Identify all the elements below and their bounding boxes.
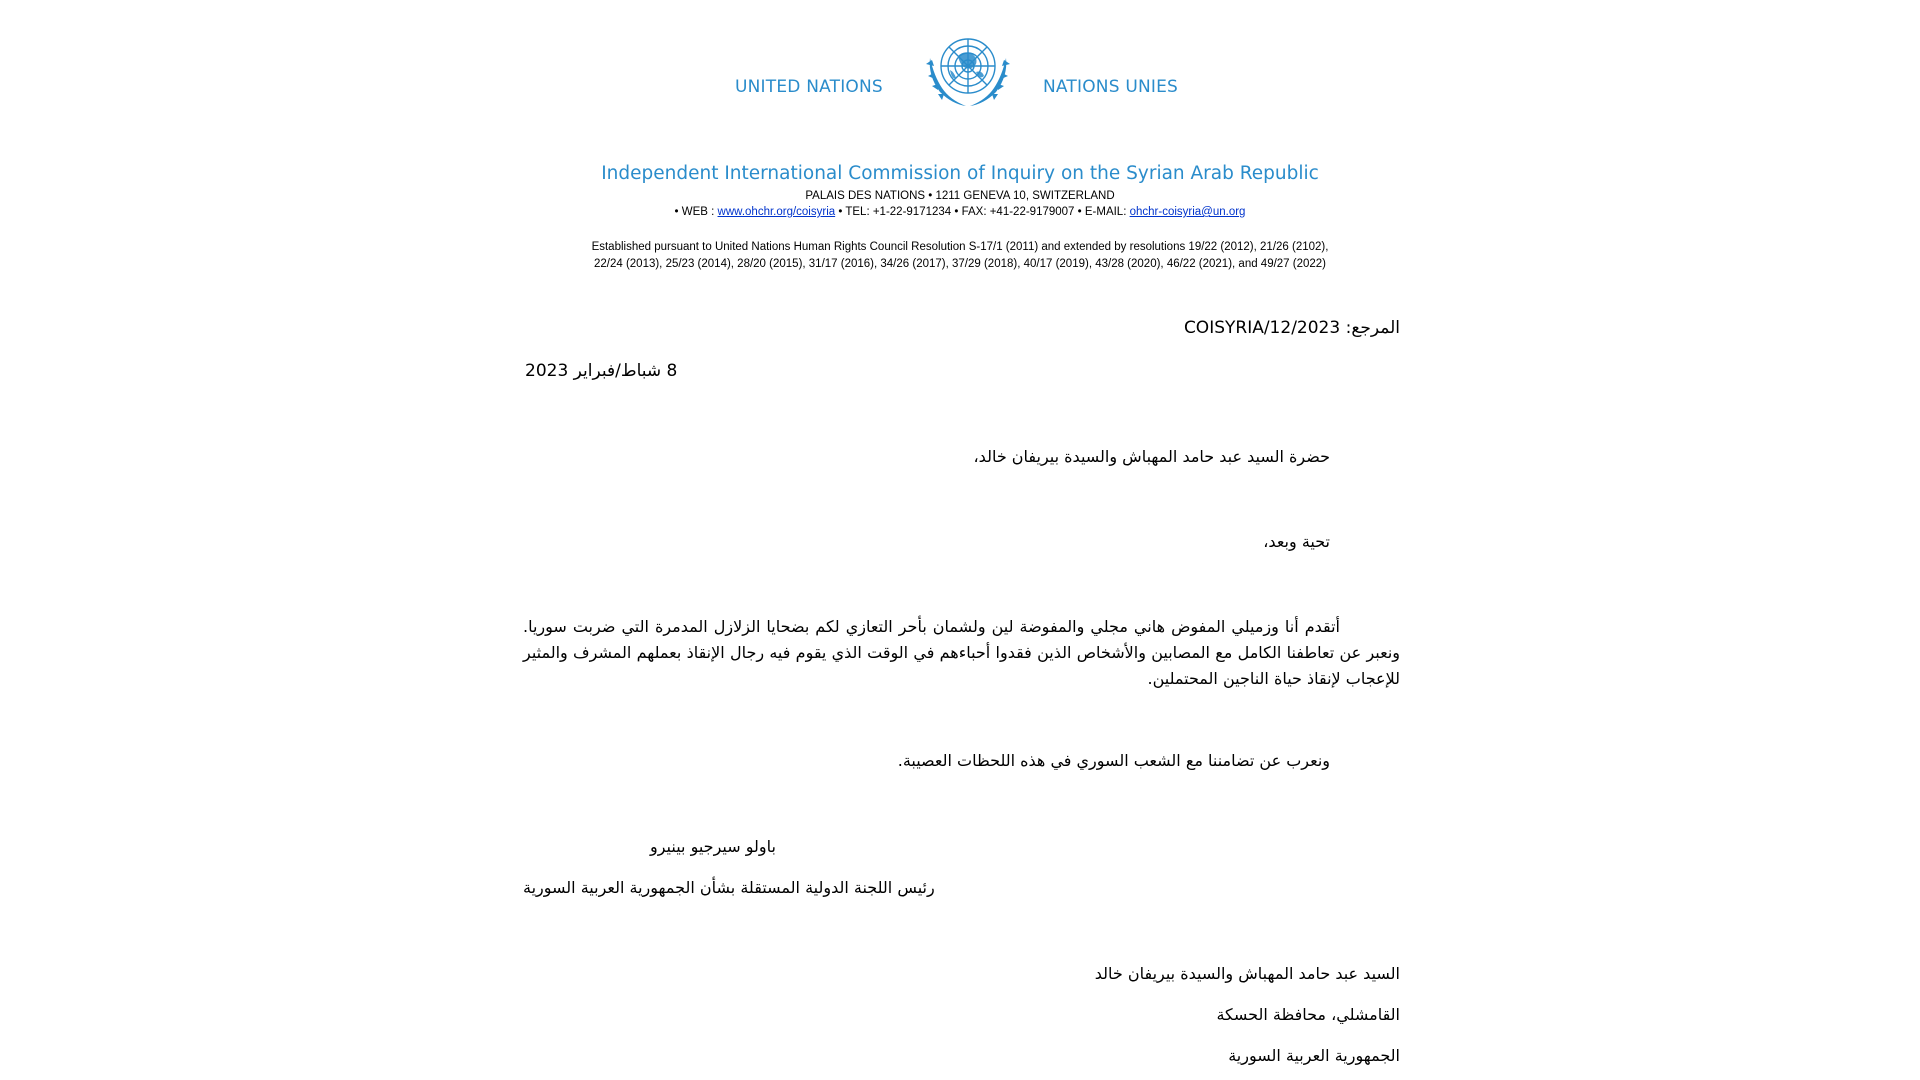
web-prefix: • WEB : [674,206,718,218]
email-link[interactable]: ohchr-coisyria@un.org [1129,206,1246,218]
salutation: حضرة السيد عبد حامد المهباش والسيدة بيريفان خالد، [973,447,1330,466]
body-paragraph [523,614,1400,692]
body-text: أتقدم أنا وزميلي المفوض هاني مجلي والمفوضة لين ولشمان بأحر التعازي لكم بضحايا الزلازل المدمرة التي ضربت سوريا. ونعبر عن تعاطفنا الكامل مع المصابين والأشخاص الذين فقدوا أحباءهم في الوقت الذي يقوم فيه رجال الإنقاذ بعملهم المشرف والمثير للإعجاب لإنقاذ حياة الناجين المحتملين. [523,617,1400,688]
established-line-2: 22/24 (2013), 25/23 (2014), 28/20 (2015), 31/17 (2016), 34/26 (2017), 37/29 (2018), 40/17 (2019), 43/28 (2020), 46/22 (2021), and 49/27 (2022) [593,258,1327,270]
nations-unies-label: NATIONS UNIES [1043,77,1179,97]
recipient-address-line: الجمهورية العربية السورية [1228,1046,1400,1065]
reference-code: COISYRIA/12/2023 [1183,318,1341,338]
greeting: تحية وبعد، [1263,532,1330,551]
tel-fax-text: • TEL: +1-22-9171234 • FAX: +41-22-9179007 • E-MAIL: [835,206,1130,218]
reference-label: المرجع: [1345,318,1400,338]
commission-address: PALAIS DES NATIONS • 1211 GENEVA 10, SWITZERLAND [805,190,1115,202]
website-link[interactable]: www.ohchr.org/coisyria [717,206,836,218]
solidarity-paragraph: ونعرب عن تضامننا مع الشعب السوري في هذه اللحظات العصيبة. [897,751,1330,770]
signer-name: باولو سيرجيو بينيرو [650,837,776,856]
united-nations-label: UNITED NATIONS [735,77,883,97]
recipient-address-line: السيد عبد حامد المهباش والسيدة بيريفان خالد [1094,964,1400,983]
contact-line [520,206,1400,218]
letter-date: 8 شباط/فبراير 2023 [525,361,678,381]
signer-title: رئيس اللجنة الدولية المستقلة بشأن الجمهورية العربية السورية [523,878,935,897]
reference-line [1184,318,1400,338]
established-line-1: Established pursuant to United Nations Human Rights Council Resolution S-17/1 (2011) and extended by resolutions 19/22 (2012), 21/26 (2102), [591,241,1329,253]
established-note [520,239,1400,273]
recipient-address-line: القامشلي، محافظة الحسكة [1216,1005,1400,1024]
commission-title: Independent International Commission of Inquiry on the Syrian Arab Republic [601,163,1319,184]
un-emblem-icon [920,28,1016,112]
